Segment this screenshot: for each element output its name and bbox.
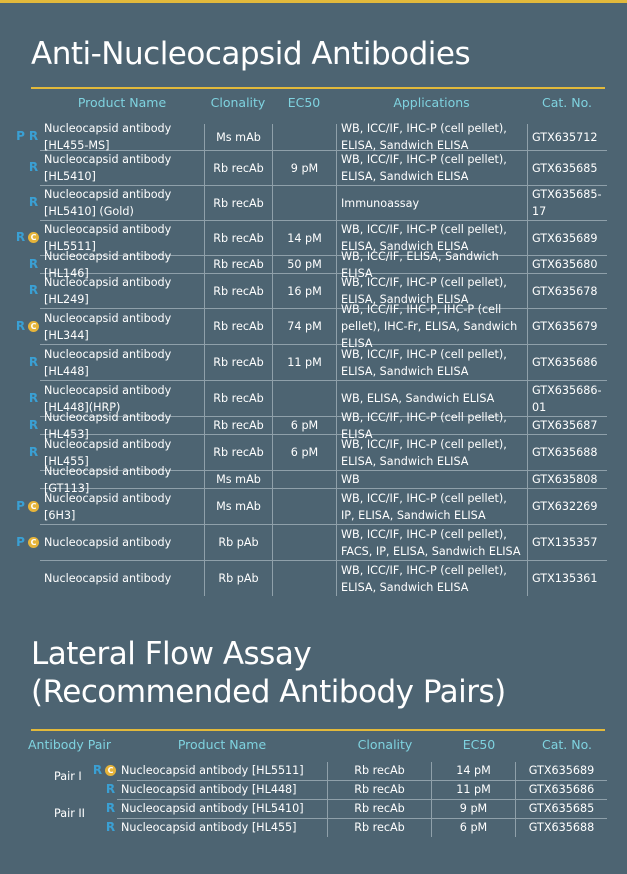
- clonality-cell: [204, 417, 272, 434]
- product-name-cell-text: Nucleocapsid antibody [HL453]: [44, 410, 172, 441]
- product-name-cell-text: Nucleocapsid antibody [HL344]: [44, 311, 172, 342]
- clonality-cell-text: Rb recAb: [213, 161, 264, 175]
- ec50-cell: [431, 819, 515, 837]
- product-name-cell: [117, 781, 327, 799]
- table-row: [16, 489, 607, 525]
- cat-no-cell: [527, 221, 607, 255]
- applications-cell-text: WB, ICC/IF, IHC-P (cell pellet), ELISA: [341, 410, 507, 441]
- product-name-cell: [40, 525, 204, 560]
- section-title-antibodies: Anti-Nucleocapsid Antibodies: [31, 36, 471, 72]
- ec50-cell-text: 74 pM: [287, 320, 322, 333]
- clonality-cell-text: Rb recAb: [354, 764, 405, 777]
- applications-cell: [336, 303, 527, 350]
- header-product-name: Product Name: [77, 95, 167, 110]
- product-name-cell-text: Nucleocapsid antibody [HL455]: [44, 437, 172, 468]
- cat-no-cell-text: GTX635712: [532, 130, 598, 144]
- product-name-cell-text: Nucleocapsid antibody [HL5410]: [44, 153, 172, 183]
- product-name-cell-text: Nucleocapsid antibody [HL455-MS]: [44, 122, 172, 152]
- certified-icon: C: [28, 537, 39, 548]
- applications-cell: [336, 124, 527, 150]
- ec50-cell-text: 6 pM: [290, 419, 319, 432]
- product-icons: [13, 534, 39, 549]
- product-icons: [13, 417, 39, 432]
- clonality-cell-text: Ms mAb: [216, 500, 261, 513]
- clonality-cell: [204, 256, 272, 273]
- product-icons: [88, 803, 116, 815]
- cat-no-cell-text: GTX635686: [528, 783, 595, 796]
- clonality-cell: [204, 489, 272, 524]
- table-row: [15, 303, 607, 350]
- section-title-lateral-flow: Lateral Flow Assay: [31, 636, 312, 672]
- clonality-cell-text: Rb recAb: [213, 419, 264, 432]
- product-name-cell: [40, 124, 204, 150]
- cat-no-cell-text: GTX635679: [532, 320, 598, 333]
- recombinant-icon: R: [105, 801, 116, 815]
- header-cat-no: Cat. No.: [542, 95, 592, 110]
- cat-no-cell-text: GTX632269: [532, 500, 598, 513]
- table-row: [16, 525, 607, 561]
- recombinant-icon: R: [15, 230, 26, 244]
- ec50-cell: [272, 525, 336, 560]
- clonality-cell: [204, 345, 272, 380]
- applications-cell-text: WB, ICC/IF, IHC-P (cell pellet), ELISA, Sandwich ELISA: [341, 276, 507, 306]
- recombinant-icon: R: [28, 283, 39, 297]
- product-name-cell: [40, 249, 204, 280]
- header-product-name: Product Name: [177, 737, 267, 752]
- product-icons: [13, 444, 39, 459]
- cat-no-cell: [527, 151, 607, 185]
- top-accent-line: [0, 0, 627, 3]
- product-icons: [13, 318, 39, 333]
- header-cat-no: Cat. No.: [542, 737, 592, 752]
- ec50-cell-text: 6 pM: [290, 446, 319, 459]
- table-row: [28, 186, 607, 221]
- ec50-cell-text: 50 pM: [287, 258, 322, 271]
- clonality-cell: [204, 471, 272, 488]
- ec50-cell: [272, 345, 336, 380]
- recombinant-icon: R: [28, 256, 39, 271]
- pair-table-header: [0, 735, 627, 757]
- certified-icon: C: [28, 321, 39, 332]
- table-row: [28, 249, 607, 280]
- product-name-cell-text: Nucleocapsid antibody [HL448]: [121, 783, 297, 796]
- ec50-cell: [272, 561, 336, 596]
- ec50-cell: [272, 471, 336, 488]
- clonality-cell-text: Rb recAb: [213, 284, 264, 298]
- product-name-cell-text: Nucleocapsid antibody [HL5511]: [44, 223, 172, 253]
- ec50-cell-text: 9 pM: [290, 161, 319, 175]
- ec50-cell: [272, 309, 336, 344]
- table-row: [28, 151, 607, 186]
- applications-cell-text: Immunoassay: [341, 196, 420, 210]
- product-name-cell-text: Nucleocapsid antibody [GT113]: [44, 464, 172, 495]
- certified-icon: C: [28, 501, 39, 512]
- ec50-cell: [431, 762, 515, 780]
- cat-no-cell: [527, 381, 607, 416]
- ec50-cell: [272, 151, 336, 185]
- product-name-cell: [117, 800, 327, 818]
- clonality-cell: [204, 381, 272, 416]
- applications-cell-text: WB, ICC/IF, IHC-P (cell pellet), FACS, IP, ELISA, Sandwich ELISA: [341, 527, 521, 558]
- clonality-cell: [204, 186, 272, 220]
- table-row: [28, 410, 607, 441]
- table-row: [105, 800, 607, 819]
- applications-cell-text: WB, ICC/IF, ELISA, Sandwich ELISA: [341, 249, 499, 280]
- applications-cell-text: WB, ICC/IF, IHC-P, IHC-P (cell pellet), IHC-Fr, ELISA, Sandwich ELISA: [341, 303, 518, 350]
- table-row: [28, 345, 607, 381]
- clonality-cell: [204, 124, 272, 150]
- product-icons: [13, 256, 39, 271]
- product-icons: [88, 784, 116, 796]
- applications-cell: [336, 525, 527, 560]
- cat-no-cell-text: GTX635678: [532, 284, 598, 298]
- clonality-cell: [327, 781, 431, 799]
- recombinant-icon: R: [28, 195, 39, 209]
- recombinant-icon: R: [105, 782, 116, 796]
- clonality-cell-text: Rb pAb: [218, 536, 259, 549]
- cat-no-cell-text: GTX635685-17: [532, 188, 602, 218]
- product-name-cell-text: Nucleocapsid antibody [HL455]: [121, 821, 297, 834]
- clonality-cell-text: Rb recAb: [354, 783, 405, 796]
- ec50-cell: [272, 489, 336, 524]
- product-name-cell-text: Nucleocapsid antibody [HL448]: [44, 347, 172, 378]
- clonality-cell: [204, 274, 272, 308]
- clonality-cell-text: Rb recAb: [213, 258, 264, 271]
- applications-cell-text: WB, ICC/IF, IHC-P (cell pellet), ELISA, Sandwich ELISA: [341, 563, 507, 594]
- table-row: [40, 561, 607, 596]
- ec50-cell: [272, 435, 336, 470]
- header-antibody-pair: Antibody Pair: [28, 737, 111, 752]
- ec50-cell: [272, 124, 336, 150]
- cat-no-cell-text: GTX635689: [528, 764, 595, 777]
- applications-cell-text: WB, ICC/IF, IHC-P (cell pellet), ELISA, Sandwich ELISA: [341, 122, 507, 152]
- product-name-cell: [40, 274, 204, 308]
- cat-no-cell: [527, 471, 607, 488]
- applications-cell-text: WB, ICC/IF, IHC-P (cell pellet), ELISA, Sandwich ELISA: [341, 347, 507, 378]
- clonality-cell-text: Rb recAb: [213, 320, 264, 333]
- ec50-cell-text: 14 pM: [456, 764, 491, 777]
- clonality-cell-text: Rb recAb: [213, 356, 264, 369]
- cat-no-cell-text: GTX635686: [532, 356, 598, 369]
- cat-no-cell-text: GTX635688: [532, 446, 598, 459]
- section-divider: [31, 729, 605, 731]
- ec50-cell: [272, 221, 336, 255]
- product-name-cell: [40, 345, 204, 380]
- cat-no-cell: [527, 274, 607, 308]
- recombinant-icon: R: [105, 820, 116, 834]
- product-name-cell-text: Nucleocapsid antibody [6H3]: [44, 491, 172, 522]
- applications-cell-text: WB, ICC/IF, IHC-P (cell pellet), IP, ELISA, Sandwich ELISA: [341, 491, 507, 522]
- product-name-cell-text: Nucleocapsid antibody [HL5511]: [121, 764, 304, 777]
- ec50-cell: [272, 274, 336, 308]
- applications-cell: [336, 435, 527, 470]
- product-name-cell: [117, 819, 327, 837]
- cat-no-cell: [527, 186, 607, 220]
- cat-no-cell-text: GTX635680: [532, 258, 598, 271]
- product-name-cell: [40, 410, 204, 441]
- cat-no-cell-text: GTX635687: [532, 419, 598, 432]
- applications-cell: [336, 186, 527, 220]
- ec50-cell: [272, 417, 336, 434]
- product-name-cell: [40, 186, 204, 220]
- applications-cell: [336, 489, 527, 524]
- ec50-cell-text: 16 pM: [287, 284, 322, 298]
- applications-cell: [336, 249, 527, 280]
- product-icons: [13, 390, 39, 405]
- header-clonality: Clonality: [210, 95, 266, 110]
- pathway-icon: P: [16, 534, 25, 549]
- section-subtitle-antibody-pairs: (Recommended Antibody Pairs): [31, 674, 506, 710]
- product-name-cell: [40, 151, 204, 185]
- recombinant-icon: R: [28, 160, 39, 174]
- product-icons: [13, 498, 39, 513]
- ec50-cell-text: 14 pM: [287, 231, 322, 245]
- cat-no-cell: [527, 124, 607, 150]
- cat-no-cell-text: GTX635689: [532, 231, 598, 245]
- header-clonality: Clonality: [357, 737, 413, 752]
- cat-no-cell: [527, 525, 607, 560]
- clonality-cell: [204, 151, 272, 185]
- table-row: [16, 122, 607, 152]
- cat-no-cell: [527, 561, 607, 596]
- applications-cell-text: WB, ICC/IF, IHC-P (cell pellet), ELISA, Sandwich ELISA: [341, 223, 507, 253]
- product-icons: [13, 197, 39, 209]
- header-applications: Applications: [393, 95, 470, 110]
- applications-cell-text: WB, ICC/IF, IHC-P (cell pellet), ELISA, Sandwich ELISA: [341, 437, 507, 468]
- recombinant-icon: R: [28, 354, 39, 369]
- recombinant-icon: R: [28, 390, 39, 405]
- product-name-cell: [40, 561, 204, 596]
- cat-no-cell-text: GTX635688: [528, 821, 595, 834]
- table-row: [105, 781, 607, 800]
- ec50-cell: [272, 186, 336, 220]
- section-divider: [31, 87, 605, 89]
- applications-cell: [336, 561, 527, 596]
- cat-no-cell: [527, 489, 607, 524]
- recombinant-icon: R: [15, 318, 26, 333]
- ec50-cell-text: 6 pM: [459, 821, 488, 834]
- applications-cell: [336, 151, 527, 185]
- clonality-cell: [327, 819, 431, 837]
- applications-cell: [336, 410, 527, 441]
- applications-cell-text: WB, ELISA, Sandwich ELISA: [341, 392, 495, 405]
- antibody-table: [15, 122, 607, 596]
- recombinant-icon: R: [92, 763, 103, 777]
- recombinant-icon: R: [28, 444, 39, 459]
- product-name-cell: [40, 309, 204, 344]
- header-ec50: EC50: [287, 95, 321, 110]
- applications-cell-text: WB, ICC/IF, IHC-P (cell pellet), ELISA, Sandwich ELISA: [341, 153, 507, 183]
- table-row: [105, 819, 607, 837]
- clonality-cell: [204, 309, 272, 344]
- clonality-cell-text: Rb pAb: [218, 572, 259, 585]
- clonality-cell: [204, 525, 272, 560]
- cat-no-cell-text: GTX635686-01: [532, 383, 602, 414]
- cat-no-cell-text: GTX635808: [532, 473, 598, 486]
- header-ec50: EC50: [462, 737, 496, 752]
- product-name-cell-text: Nucleocapsid antibody [HL5410]: [121, 802, 304, 815]
- applications-cell-text: WB: [341, 473, 360, 486]
- clonality-cell-text: Rb recAb: [354, 802, 405, 815]
- product-name-cell: [40, 489, 204, 524]
- product-icons: [13, 131, 39, 143]
- cat-no-cell-text: GTX135361: [532, 572, 598, 585]
- clonality-cell: [327, 800, 431, 818]
- ec50-cell-text: 11 pM: [287, 356, 322, 369]
- applications-cell: [336, 471, 527, 488]
- clonality-cell: [204, 435, 272, 470]
- antibody-table-header: [0, 93, 627, 115]
- clonality-cell: [204, 561, 272, 596]
- product-icons: [13, 232, 39, 244]
- cat-no-cell: [527, 309, 607, 344]
- table-row: [40, 464, 607, 495]
- cat-no-cell: [527, 435, 607, 470]
- ec50-cell: [431, 800, 515, 818]
- product-name-cell-text: Nucleocapsid antibody [HL249]: [44, 276, 172, 306]
- applications-cell: [336, 345, 527, 380]
- ec50-cell-text: 11 pM: [456, 783, 491, 796]
- table-row: [92, 762, 607, 781]
- product-name-cell-text: Nucleocapsid antibody: [44, 536, 172, 549]
- clonality-cell: [327, 762, 431, 780]
- cat-no-cell: [527, 417, 607, 434]
- clonality-cell-text: Ms mAb: [216, 130, 261, 144]
- cat-no-cell: [515, 819, 607, 837]
- pathway-icon: P: [16, 498, 25, 513]
- product-name-cell-text: Nucleocapsid antibody [HL448](HRP): [44, 383, 172, 414]
- clonality-cell-text: Ms mAb: [216, 473, 261, 486]
- recombinant-icon: R: [28, 417, 39, 432]
- pair-label-1: Pair I: [54, 770, 82, 783]
- product-icons: [88, 822, 116, 834]
- recombinant-icon: R: [28, 129, 39, 143]
- product-name-cell: [117, 762, 327, 780]
- product-icons: [13, 285, 39, 297]
- certified-icon: C: [28, 232, 39, 243]
- certified-icon: C: [105, 765, 116, 776]
- product-icons: [13, 162, 39, 174]
- product-icons: [13, 354, 39, 369]
- product-name-cell-text: Nucleocapsid antibody: [44, 572, 172, 585]
- clonality-cell-text: Rb recAb: [354, 821, 405, 834]
- ec50-cell: [431, 781, 515, 799]
- clonality-cell-text: Rb recAb: [213, 196, 264, 210]
- ec50-cell-text: 9 pM: [459, 802, 488, 815]
- clonality-cell-text: Rb recAb: [213, 446, 264, 459]
- cat-no-cell: [515, 800, 607, 818]
- cat-no-cell: [515, 762, 607, 780]
- product-name-cell-text: Nucleocapsid antibody [HL5410] (Gold): [44, 188, 172, 218]
- pair-label-2: Pair II: [54, 807, 85, 820]
- product-icons: [88, 765, 116, 777]
- ec50-cell: [272, 256, 336, 273]
- product-name-cell: [40, 464, 204, 495]
- ec50-cell: [272, 381, 336, 416]
- product-name-cell-text: Nucleocapsid antibody [HL146]: [44, 249, 172, 280]
- cat-no-cell: [527, 345, 607, 380]
- antibody-pair-table: [92, 762, 607, 837]
- clonality-cell-text: Rb recAb: [213, 231, 264, 245]
- cat-no-cell-text: GTX135357: [532, 536, 598, 549]
- cat-no-cell-text: GTX635685: [528, 802, 595, 815]
- clonality-cell-text: Rb recAb: [213, 392, 264, 405]
- cat-no-cell: [527, 256, 607, 273]
- cat-no-cell: [515, 781, 607, 799]
- cat-no-cell-text: GTX635685: [532, 161, 598, 175]
- clonality-cell: [204, 221, 272, 255]
- pathway-icon: P: [16, 129, 25, 143]
